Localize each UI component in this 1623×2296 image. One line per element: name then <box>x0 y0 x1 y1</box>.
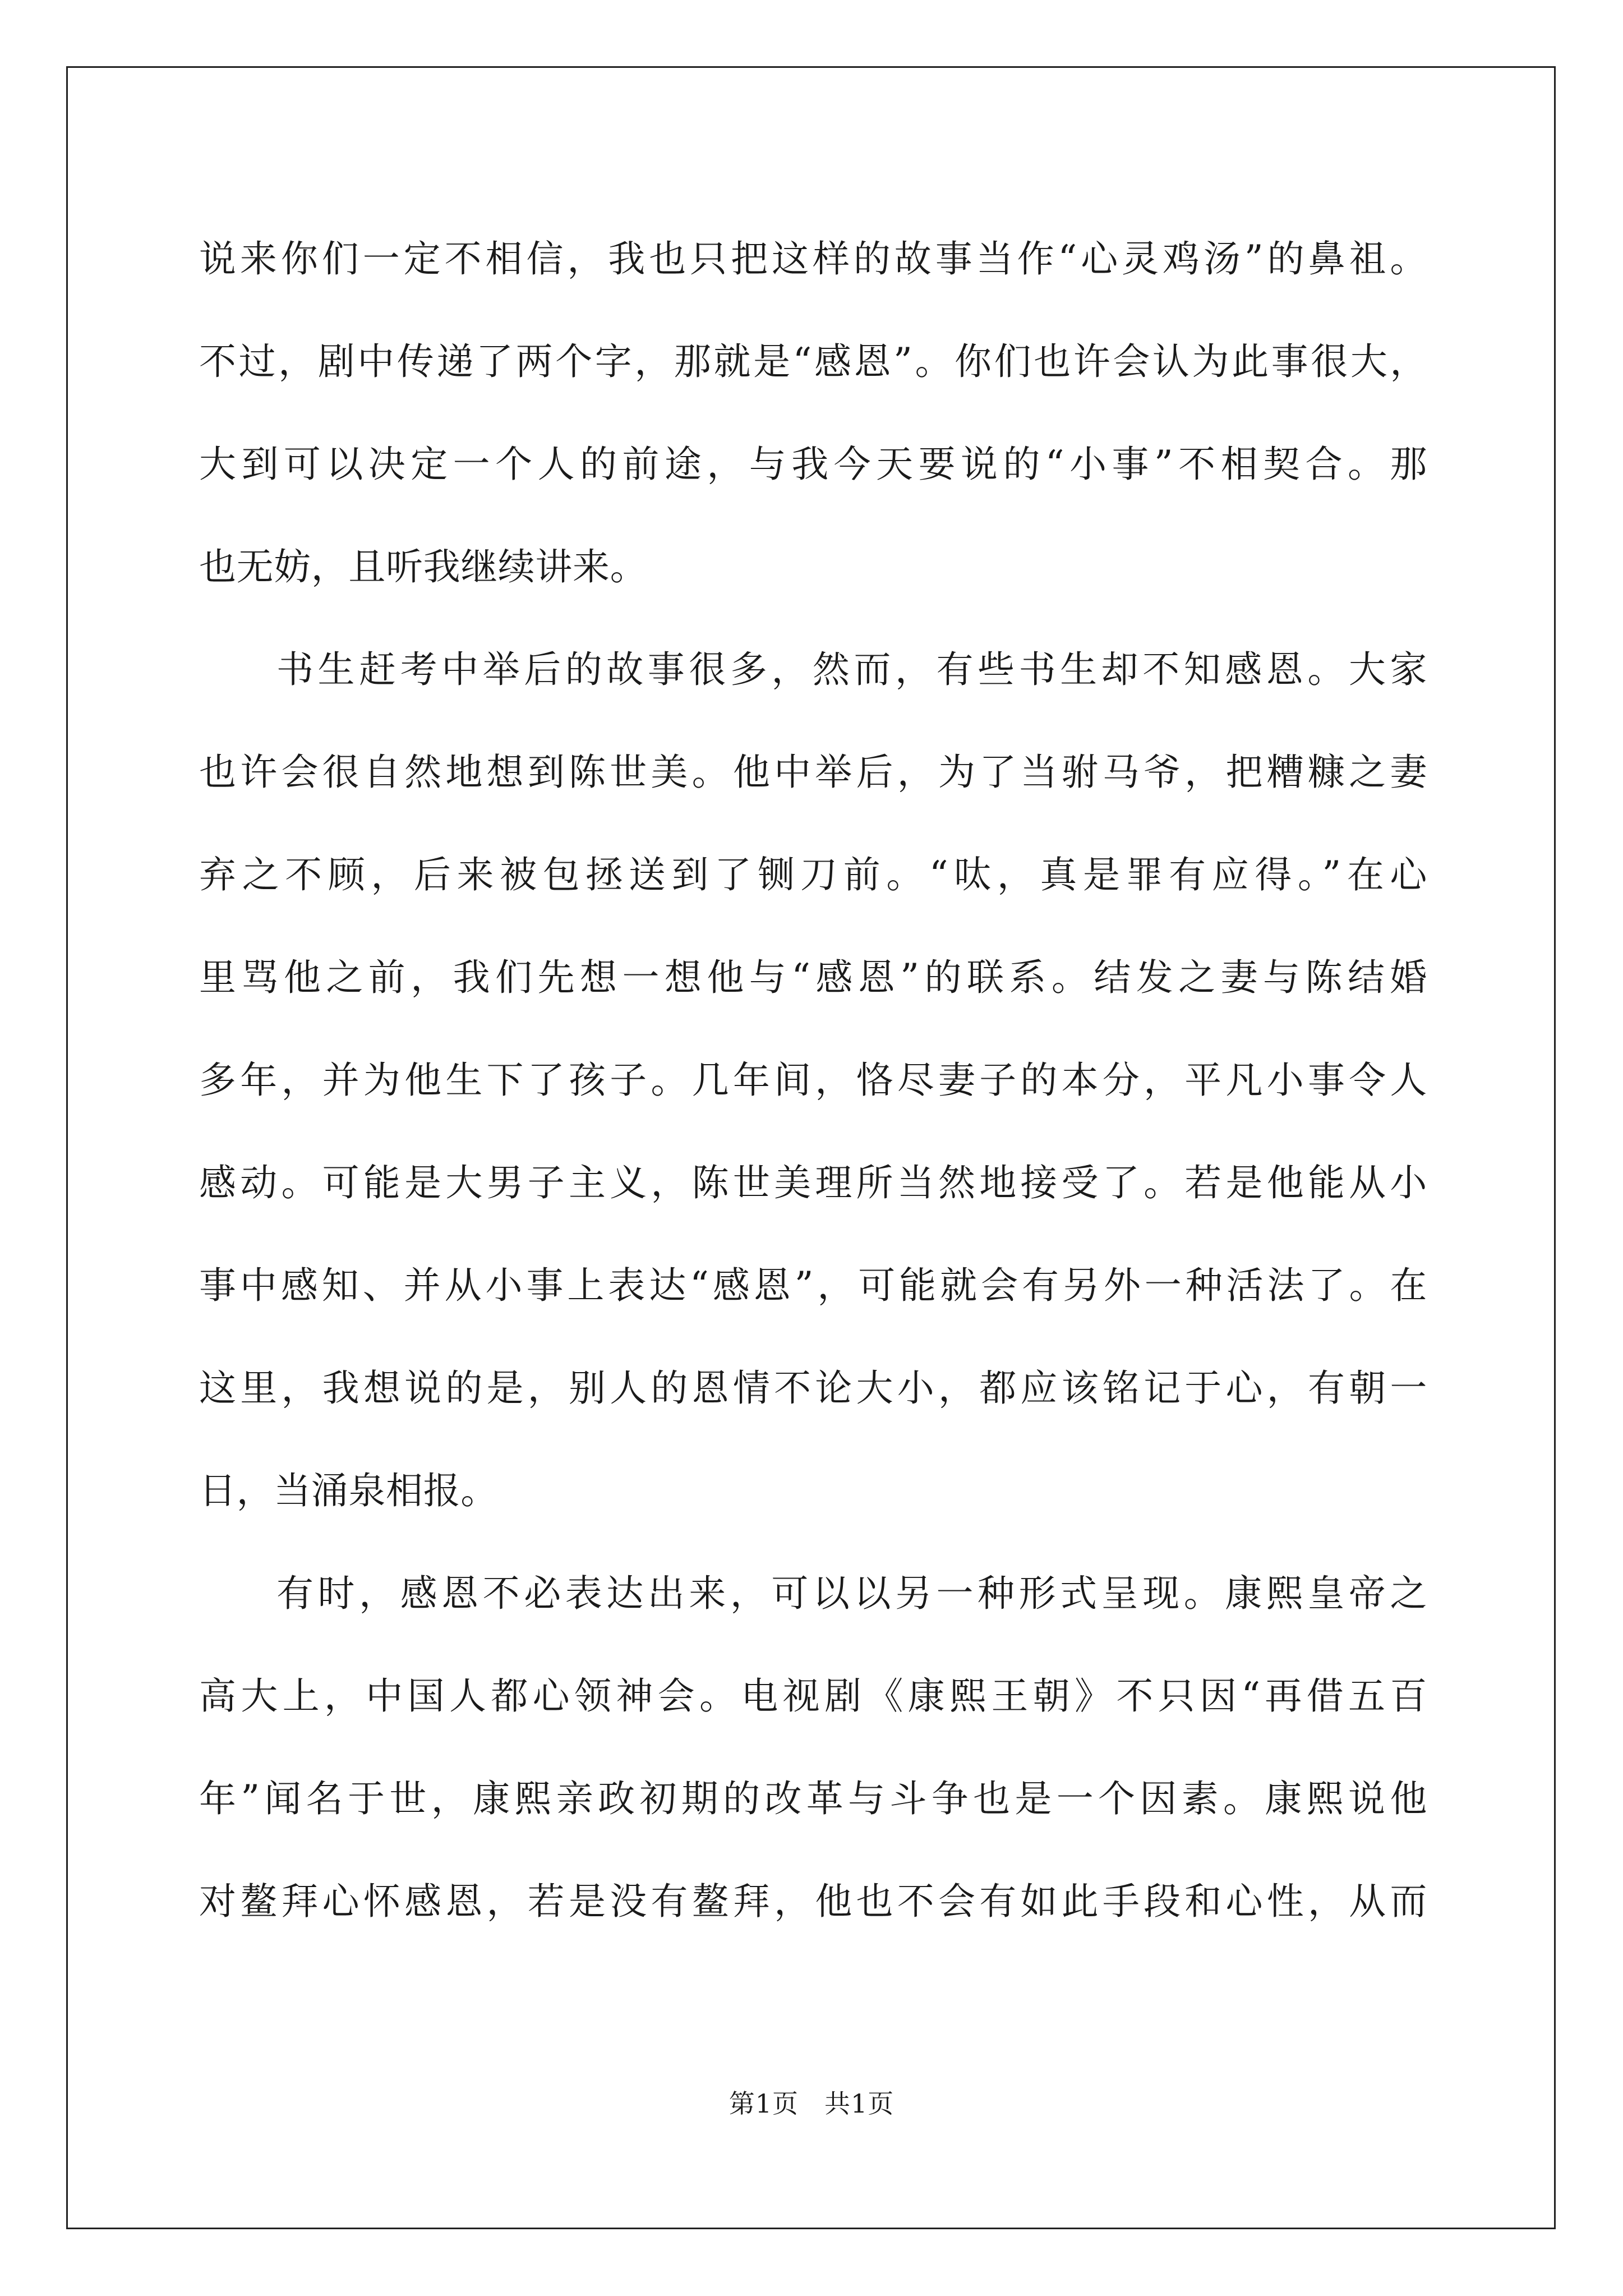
text-line: 这里，我想说的是，别人的恩情不论大小，都应该铭记于心，有朝一 <box>199 1366 1427 1410</box>
text-line: 弃之不顾，后来被包拯送到了铡刀前。“呔，真是罪有应得。”在心 <box>199 853 1427 896</box>
text-line: 多年，并为他生下了孩子。几年间，恪尽妻子的本分，平凡小事令人 <box>199 1059 1427 1102</box>
text-line: 大到可以决定一个人的前途，与我今天要说的“小事”不相契合。那 <box>199 443 1427 486</box>
text-line: 高大上，中国人都心领神会。电视剧《康熙王朝》不只因“再借五百 <box>199 1674 1427 1718</box>
text-line: 感动。可能是大男子主义，陈世美理所当然地接受了。若是他能从小 <box>199 1161 1427 1204</box>
text-line: 事中感知、并从小事上表达“感恩”，可能就会有另外一种活法了。在 <box>199 1264 1427 1307</box>
text-line: 不过，剧中传递了两个字，那就是“感恩”。你们也许会认为此事很大， <box>199 340 1427 383</box>
page-footer <box>0 2087 1623 2120</box>
text-line: 有时，感恩不必表达出来，可以以另一种形式呈现。康熙皇帝之 <box>276 1572 1427 1615</box>
document-body <box>199 208 1427 1953</box>
text-line: 也许会很自然地想到陈世美。他中举后，为了当驸马爷，把糟糠之妻 <box>199 751 1427 794</box>
text-line: 书生赶考中举后的故事很多，然而，有些书生却不知感恩。大家 <box>276 648 1427 691</box>
text-line: 日，当涌泉相报。 <box>199 1469 498 1512</box>
text-line: 里骂他之前，我们先想一想他与“感恩”的联系。结发之妻与陈结婚 <box>199 956 1427 999</box>
page-total: 共1页 <box>824 2088 895 2119</box>
text-line: 年”闻名于世，康熙亲政初期的改革与斗争也是一个因素。康熙说他 <box>199 1777 1427 1820</box>
page-number: 第1页 <box>728 2088 799 2119</box>
text-line: 对鳌拜心怀感恩，若是没有鳌拜，他也不会有如此手段和心性，从而 <box>199 1880 1427 1923</box>
text-line: 也无妨，且听我继续讲来。 <box>199 545 648 588</box>
text-line: 说来你们一定不相信，我也只把这样的故事当作“心灵鸡汤”的鼻祖。 <box>199 237 1427 280</box>
